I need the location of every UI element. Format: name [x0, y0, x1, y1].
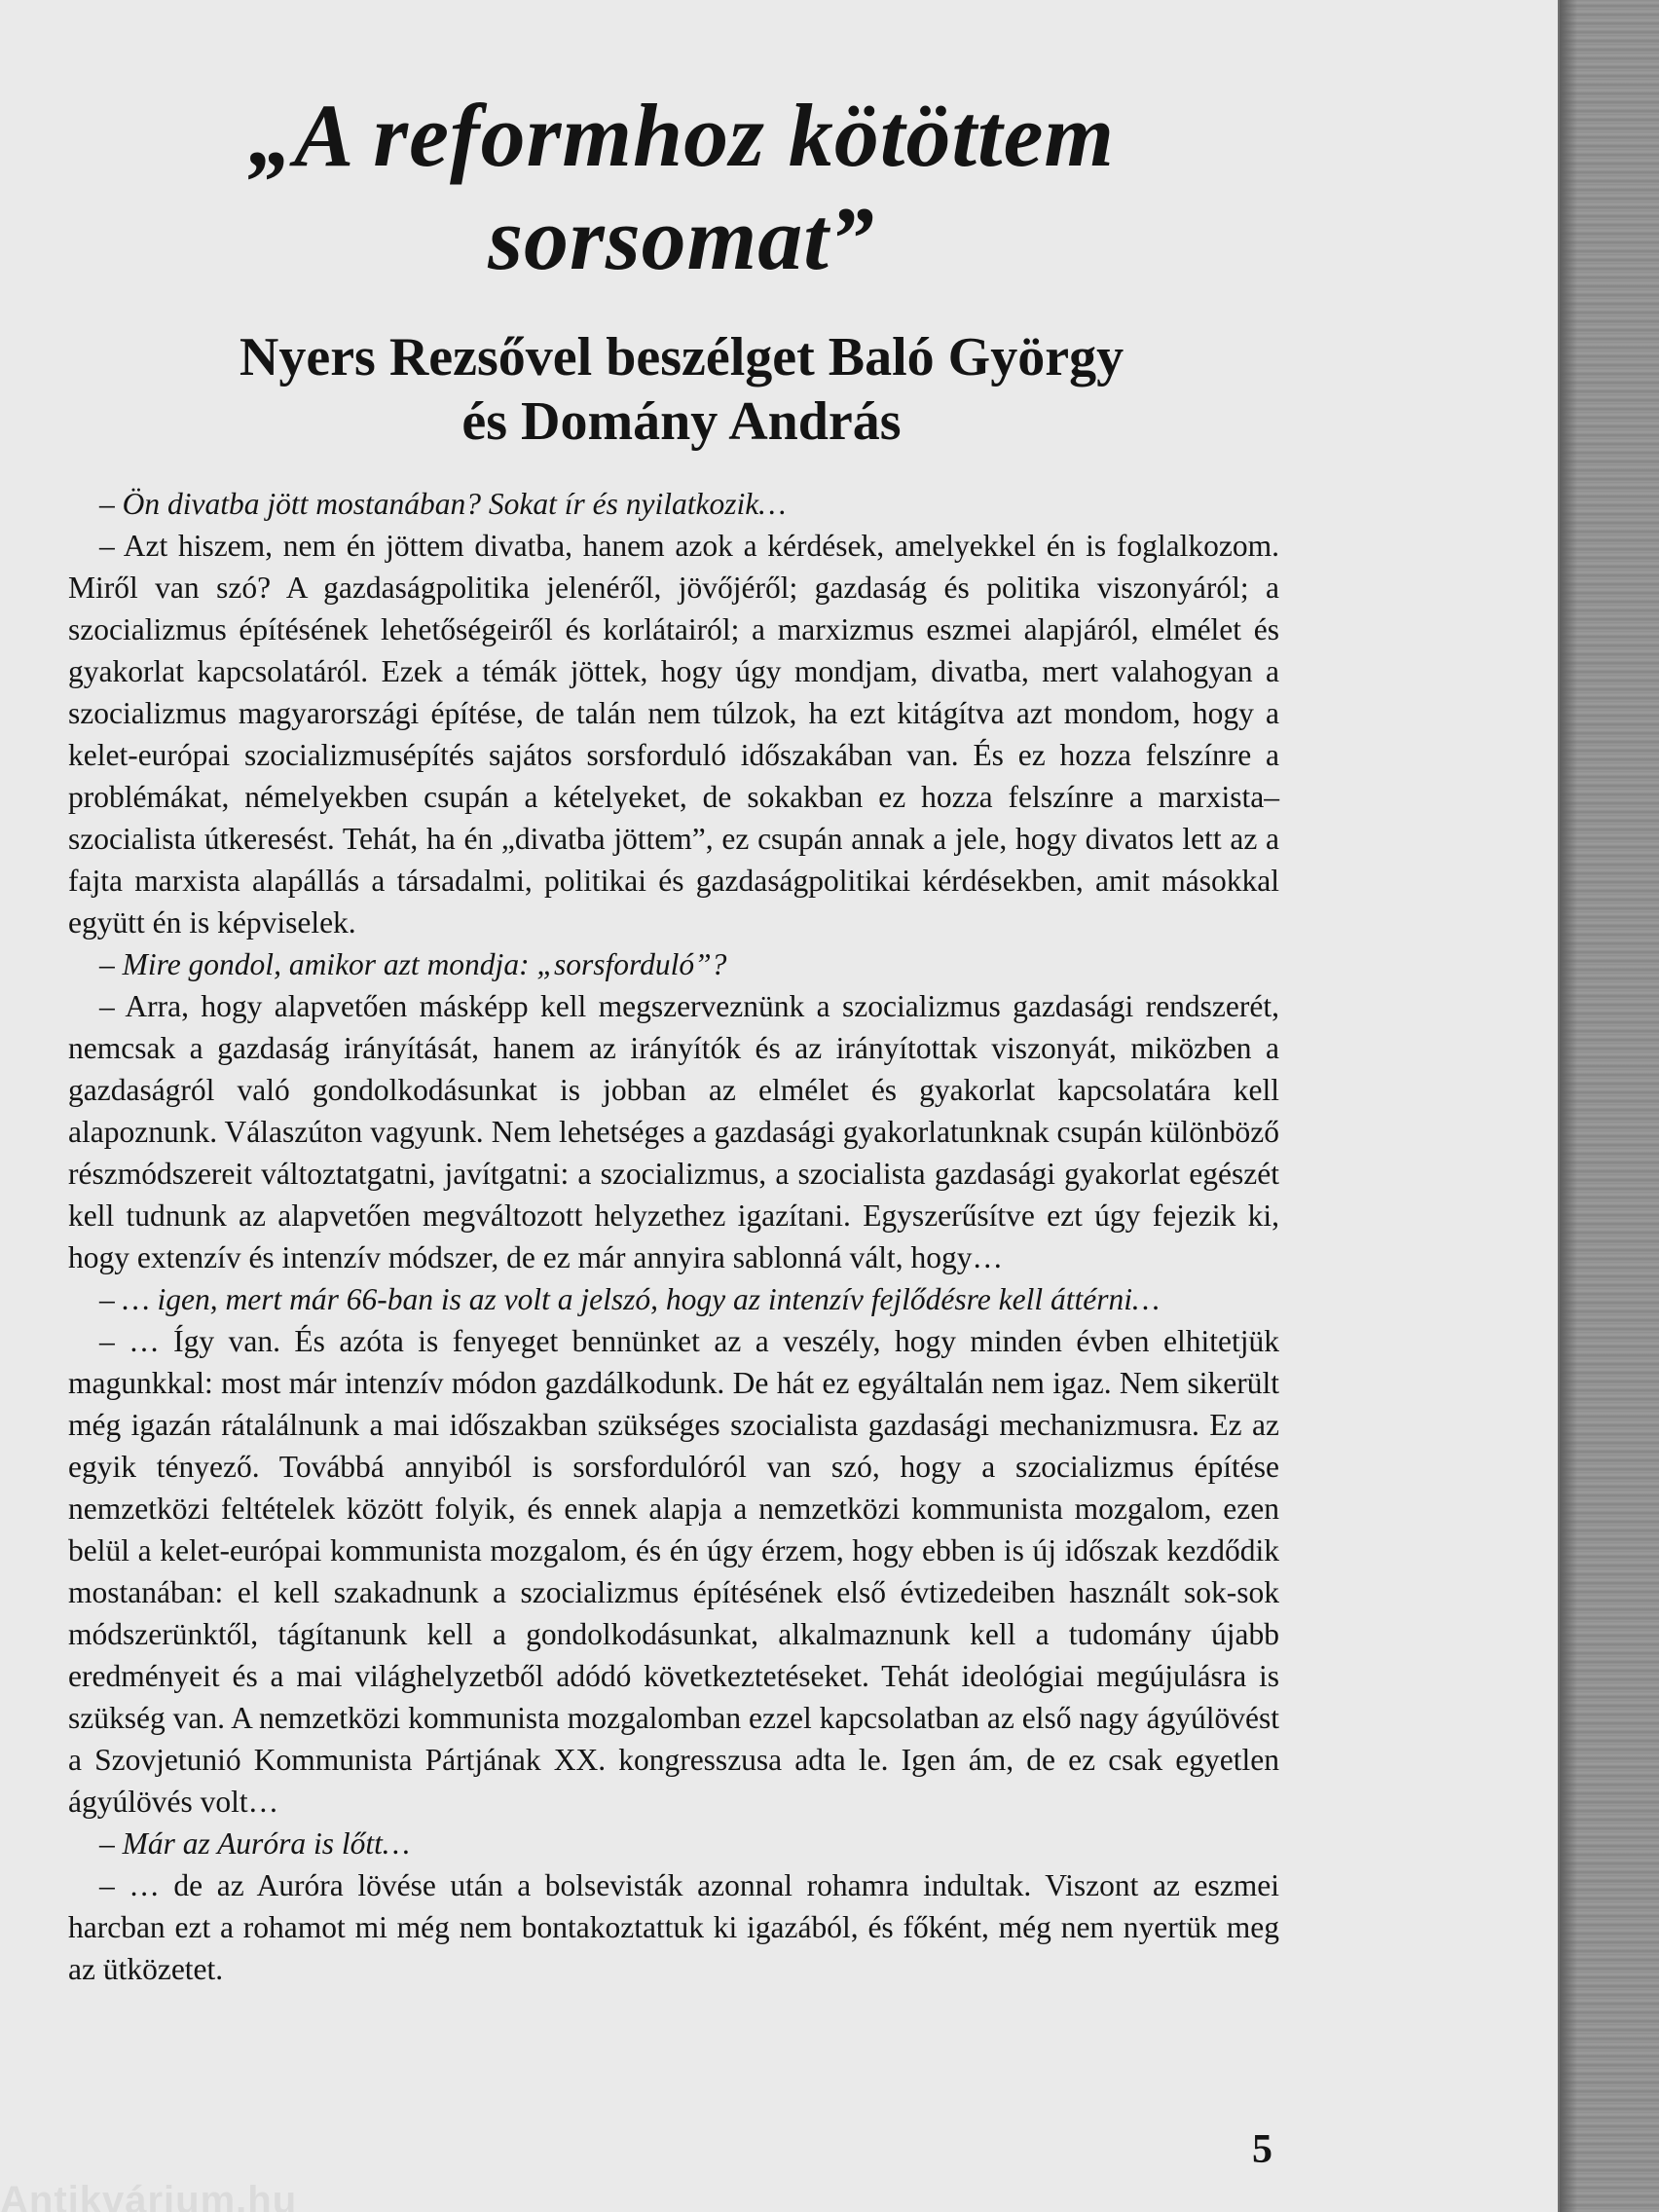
- article-subtitle: [0, 325, 1363, 454]
- page-number: 5: [1252, 2127, 1272, 2172]
- answer-paragraph: – … Így van. És azóta is fenyeget bennünket az a veszély, hogy minden évben elhitetjük magunkkal: most már intenzív módon gazdálkodunk. De hát ez egyáltalán nem igaz. Nem sikerült még igazán rátalálnunk a mai időszakban szükséges szocialista gazdasági mechanizmusra. Ez az egyik tényező. Továbbá annyiból is sorsfordulóról van szó, hogy a szocializmus építése nemzetközi feltételek között folyik, és ennek alapja a nemzetközi kommunista mozgalom, ezen belül a kelet-európai kommunista mozgalom, és én úgy érzem, hogy ebben is új időszak kezdődik mostanában: el kell szakadnunk a szocializmus építésének első évtizedeiben használt sok-sok módszerünktől, tágítanunk kell a gondolkodásunkat, alkalmaznunk kell a tudomány újabb eredményeit és a mai világhelyzetből adódó következtetéseket. Tehát ideológiai megújulásra is szükség van. A nemzetközi kommunista mozgalomban ezzel kapcsolatban az első nagy ágyúlövést a Szovjetunió Kommunista Pártjának XX. kongresszusa adta le. Igen ám, de ez csak egyetlen ágyúlövés volt…: [68, 1324, 1279, 1819]
- book-spine-edge: [1558, 0, 1659, 2212]
- watermark: Antikvárium.hu: [0, 2181, 298, 2212]
- answer-paragraph: – … de az Auróra lövése után a bolsevisták azonnal rohamra indultak. Viszont az eszmei harcban ezt a rohamot mi még nem bontakoztattuk ki igazából, és főként, még nem nyertük meg az ütközetet.: [68, 1868, 1279, 1986]
- question-paragraph: – Mire gondol, amikor azt mondja: „sorsforduló”?: [99, 947, 727, 981]
- answer-paragraph: – Arra, hogy alapvetően másképp kell megszerveznünk a szocializmus gazdasági rendszerét, nemcsak a gazdaság irányítását, hanem az irányítók és az irányítottak viszonyát, miközben a gazdaságról való gondolkodásunkat is jobban az elmélet és gyakorlat kapcsolatára kell alapoznunk. Válaszúton vagyunk. Nem lehetséges a gazdasági gyakorlatunknak csupán különböző részmódszereit változtatgatni, javítgatni: a szocializmus, a szocialista gazdasági gyakorlat egészét kell tudnunk az alapvetően megváltozott helyzethez igazítani. Egyszerűsítve ezt úgy fejezik ki, hogy extenzív és intenzív módszer, de ez már annyira sablonná vált, hogy…: [68, 989, 1279, 1274]
- answer-paragraph: – Azt hiszem, nem én jöttem divatba, hanem azok a kérdések, amelyekkel én is foglalkozom. Miről van szó? A gazdaságpolitika jelenéről, jövőjéről; gazdaság és politika viszonyáról; a szocializmus építésének lehetőségeiről és korlátairól; a marxizmus eszmei alapjáról, elmélet és gyakorlat kapcsolatáról. Ezek a témák jöttek, hogy úgy mondjam, divatba, mert valahogyan a szocializmus magyarországi építése, de talán nem túlzok, ha ezt kitágítva azt mondom, hogy a kelet-európai szocializmusépítés sajátos sorsforduló időszakában van. És ez hozza felszínre a problémákat, némelyekben csupán a kételyeket, de sokakban ez hozza felszínre a marxista–szocialista útkeresést. Tehát, ha én „divatba jöttem”, ez csupán annak a jele, hogy divatos lett az a fajta marxista alapállás a társadalmi, politikai és gazdaságpolitikai kérdésekben, amit másokkal együtt én is képviselek.: [68, 529, 1279, 940]
- question-paragraph: – … igen, mert már 66-ban is az volt a jelszó, hogy az intenzív fejlődésre kell áttérni…: [99, 1282, 1160, 1316]
- title-line-1: „A reformhoz kötöttem: [248, 85, 1115, 185]
- subtitle-line-2: és Domány András: [461, 391, 902, 453]
- interview-body: [68, 483, 1279, 1990]
- question-paragraph: – Már az Auróra is lőtt…: [99, 1826, 410, 1861]
- article-title: [0, 84, 1363, 290]
- question-paragraph: – Ön divatba jött mostanában? Sokat ír és nyilatkozik…: [99, 487, 787, 521]
- subtitle-line-1: Nyers Rezsővel beszélget Baló György: [239, 327, 1124, 388]
- title-line-2: sorsomat”: [488, 188, 875, 288]
